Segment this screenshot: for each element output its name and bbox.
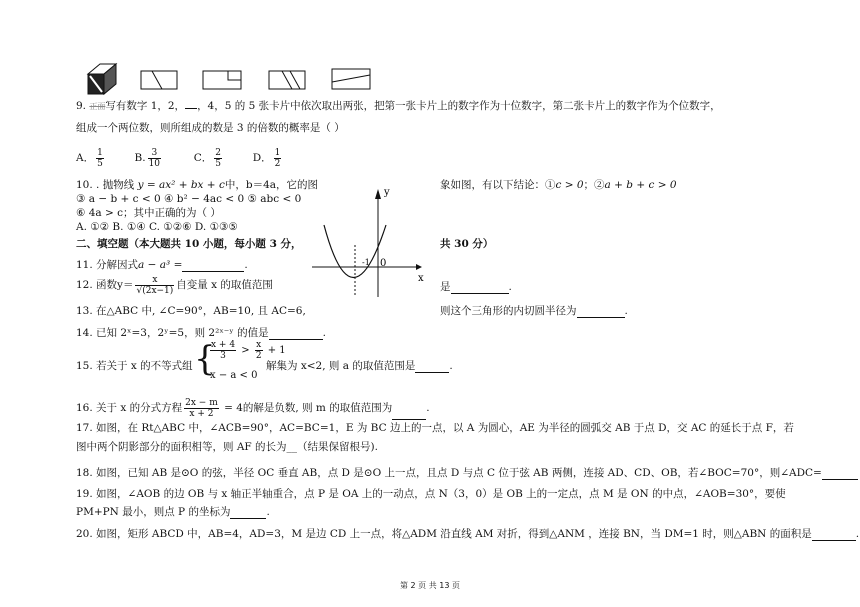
q19-answer-blank[interactable] [230, 506, 266, 519]
q20-answer-blank[interactable] [812, 528, 856, 541]
origin-label: 0 [380, 258, 387, 269]
axis-x-label: x [418, 273, 424, 284]
q10-line3: ⑥ 4a > c；其中正确的为（ ） [76, 207, 221, 219]
section2-heading-right: 共 30 分） [440, 238, 494, 250]
q12: 12. 函数y＝ $\frac{x}{√(2x-1)}$ 自变量 x 的取值范围 [76, 274, 273, 296]
q9-line2: 组成一个两位数，则所组成的数是 3 的倍数的概率是（ ） [76, 122, 345, 134]
q10-line2: ③ a − b + c < 0 ④ b² − 4ac < 0 ⑤ abc < 0 [76, 193, 302, 205]
q12-right: 是 . [440, 281, 512, 293]
q9-option-c[interactable]: C． $\frac{2}{5}$ [193, 147, 221, 169]
q20: 20. 如图，矩形 ABCD 中，AB=4，AD=3，M 是边 CD 上一点，将△ADM 沿直线 AM 对折，得到△ANM ，连接 BN，当 DM=1 时，则△ABN 的面积是 . [76, 528, 860, 540]
q14-answer-blank[interactable] [269, 327, 323, 340]
q15-row1: $\frac{x + 4}{3}$ > $\frac{x}{2}$ + 1 [211, 340, 286, 361]
q18: 18. 如图，已知 AB 是⊙O 的弦，半径 OC 垂直 AB，点 D 是⊙O 上一点，且点 D 与点 C 位于弦 AB 两侧，连接 AD、CD、OB，若∠BOC=70°，则∠ADC= [76, 466, 858, 480]
card-figure-2 [202, 70, 246, 92]
card-figure-3 [268, 70, 308, 92]
q13-right: 则这个三角形的内切圆半径为 . [440, 305, 628, 317]
q15-answer-blank[interactable] [415, 360, 449, 373]
q15-brace: { [194, 339, 216, 379]
q16-answer-blank[interactable] [392, 407, 426, 420]
q15-row2: x − a < 0 [210, 370, 258, 381]
q9-options [76, 146, 283, 170]
q16: 16. 关于 x 的分式方程 $\frac{2x - m}{x + 2}$ = 4的解是负数, 则 m 的取值范围为 . [76, 397, 430, 419]
q10-line4: A. ①② B. ①④ C. ①②⑥ D. ①③⑤ [76, 221, 238, 233]
q18-answer-blank[interactable] [822, 467, 858, 480]
q15-after: 解集为 x<2, 则 a 的取值范围是 . [266, 360, 453, 372]
parabola-graph [306, 185, 436, 305]
q9-option-d[interactable]: D． $\frac{1}{2}$ [252, 147, 281, 169]
cube-figure [82, 62, 122, 102]
section2-heading: 二、填空题（本大题共 10 小题，每小题 3 分， [76, 238, 302, 250]
q19-line1: 19. 如图，∠AOB 的边 OB 与 x 轴正半轴重合，点 P 是 OA 上的一动点，点 N（3，0）是 OB 上的一定点，点 M 是 ON 的中点，∠AOB=30°，要使 [76, 488, 786, 500]
card-figure-4 [331, 68, 375, 92]
tick-label: -1 [362, 258, 370, 267]
q11: 11. 分解因式a − a³ = . [76, 259, 248, 271]
q10-line1-right: 象如图，有以下结论：①c > 0；②a + b + c > 0 [440, 179, 677, 191]
page-footer: 第 2 页 共 13 页 [400, 581, 460, 590]
q12-answer-blank[interactable] [451, 281, 509, 294]
q9-line1: 9. 正面写有数字 1，2， ，4，5 的 5 张卡片中依次取出两张，把第一张卡片上的数字作为十位数字，第二张卡片上的数字作为个位数字， [76, 100, 721, 112]
q15-label: 15. 若关于 x 的不等式组 [76, 360, 193, 372]
q10-line1: 10. . 抛物线 y = ax² + bx + c中，b＝4a，它的图 [76, 179, 319, 191]
q13-answer-blank[interactable] [577, 305, 625, 318]
card-figure-1 [140, 70, 180, 92]
q14: 14. 已知 2ˣ=3，2ʸ=5，则 2²ˣ⁻ʸ 的值是 . [76, 327, 326, 339]
q17-line1: 17. 如图，在 Rt△ABC 中，∠ACB=90°，AC=BC=1，E 为 BC 边上的一点，以 A 为圆心，AE 为半径的圆弧交 AB 于点 D，交 AC 的延长于点 F，若 [76, 422, 794, 434]
q19-line2: PM+PN 最小，则点 P 的坐标为 . [76, 506, 270, 518]
q9-option-b[interactable]: B. $\frac{3}{10}$ [134, 147, 161, 169]
q11-answer-blank[interactable] [182, 259, 244, 272]
q13: 13. 在△ABC 中, ∠C=90°，AB=10, 且 AC=6, [76, 305, 306, 317]
q9-option-a[interactable]: A． $\frac{1}{5}$ [76, 147, 103, 169]
axis-y-label: y [384, 187, 390, 198]
q17-line2: 图中两个阴影部分的面积相等，则 AF 的长为__（结果保留根号). [76, 441, 378, 453]
